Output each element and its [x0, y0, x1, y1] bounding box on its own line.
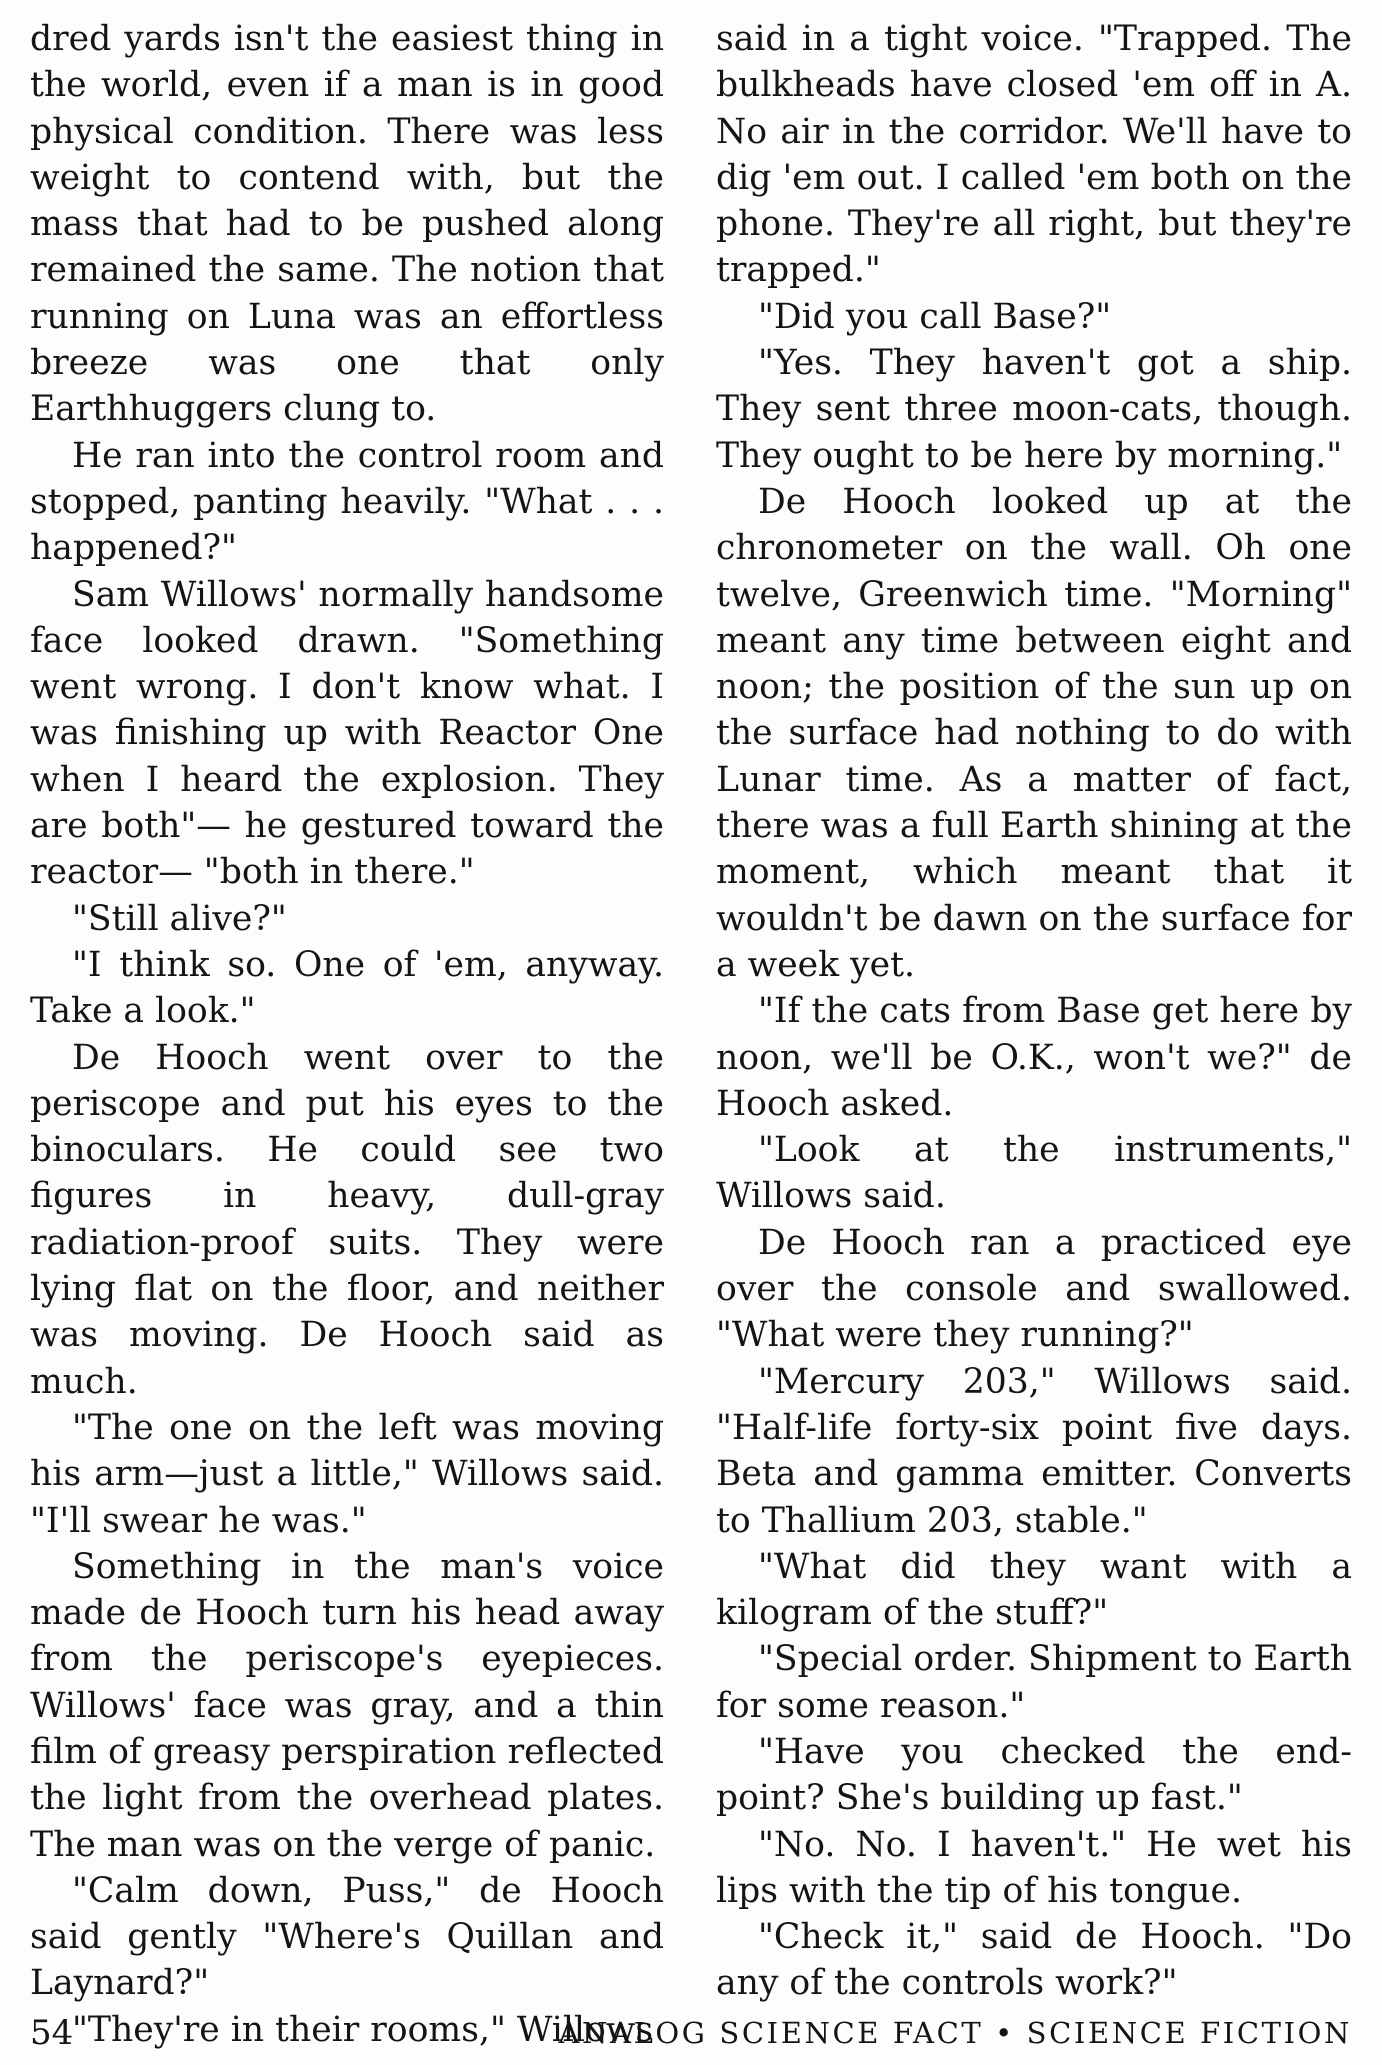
paragraph: "Check it," said de Hooch. "Do any of the controls work?" — [716, 1917, 1352, 2004]
paragraph: "Still alive?" — [72, 898, 287, 939]
paragraph: "I think so. One of 'em, anyway. Take a look." — [30, 944, 664, 1032]
paragraph: De Hooch ran a practiced eye over the console and swallowed. "What were they running?" — [716, 1222, 1352, 1356]
paragraph: "Yes. They haven't got a ship. They sent three moon-cats, though. They ought to be here by morning." — [716, 343, 1352, 476]
paragraph: "Have you checked the end-point? She's building up fast." — [716, 1731, 1352, 1819]
page-number: 54 — [30, 2013, 74, 2053]
paragraph: De Hooch looked up at the chronometer on the wall. Oh one twelve, Greenwich time. "Morning" meant any time between eight and noon; the position of the sun up on the surface had nothing to do with Lunar time. As a matter of fact, there was a full Earth shining at the moment, which meant that it wouldn't be dawn on the surface for a week yet. — [716, 481, 1352, 985]
paragraph: "Mercury 203," Willows said. "Half-life forty-six point five days. Beta and gamma emitter. Converts to Thallium 203, stable." — [716, 1361, 1352, 1541]
paragraph: dred yards isn't the easiest thing in the world, even if a man is in good physical condition. There was less weight to contend with, but the mass that had to be pushed along remained the same. The notion that running on Luna was an effortless breeze was one that only Earthhuggers clung to. — [30, 19, 664, 430]
paragraph: De Hooch went over to the periscope and put his eyes to the binoculars. He could see two figures in heavy, dull-gray radiation-proof suits. They were lying flat on the floor, and neither was moving. De Hooch said as much. — [30, 1037, 664, 1402]
running-title: ANALOG SCIENCE FACT • SCIENCE FICTION — [558, 2016, 1352, 2050]
page-footer — [30, 2010, 1352, 2056]
paragraph: Something in the man's voice made de Hooch turn his head away from the periscope's eyepieces. Willows' face was gray, and a thin film of greasy perspiration reflected the light from the overhead plates. The man was on the verge of panic. — [30, 1546, 664, 1865]
left-text-column — [30, 16, 664, 2053]
paragraph: "Special order. Shipment to Earth for some reason." — [716, 1639, 1352, 1726]
right-text-column — [716, 16, 1352, 2007]
paragraph: "No. No. I haven't." He wet his lips with the tip of his tongue. — [716, 1824, 1352, 1911]
paragraph: said in a tight voice. "Trapped. The bulkheads have closed 'em off in A. No air in the corridor. We'll have to dig 'em out. I called 'em both on the phone. They're all right, but they're trapped." — [716, 19, 1352, 291]
paragraph: "Look at the instruments," Willows said. — [716, 1130, 1352, 1217]
paragraph: "They're in their rooms," Willows — [72, 2009, 654, 2050]
paragraph: "What did they want with a kilogram of the stuff?" — [716, 1546, 1352, 1634]
paragraph: "If the cats from Base get here by noon, we'll be O.K., won't we?" de Hooch asked. — [716, 991, 1352, 1124]
paragraph: Sam Willows' normally handsome face looked drawn. "Something went wrong. I don't know what. I was finishing up with Reactor One when I heard the explosion. They are both"— he gestured toward the reactor— "both in there." — [30, 574, 664, 893]
paragraph: "The one on the left was moving his arm—just a little," Willows said. "I'll swear he was." — [30, 1407, 664, 1541]
paragraph: He ran into the control room and stopped, panting heavily. "What . . . happened?" — [30, 435, 664, 569]
paragraph: "Did you call Base?" — [758, 296, 1112, 337]
paragraph: "Calm down, Puss," de Hooch said gently "Where's Quillan and Laynard?" — [30, 1870, 664, 2004]
